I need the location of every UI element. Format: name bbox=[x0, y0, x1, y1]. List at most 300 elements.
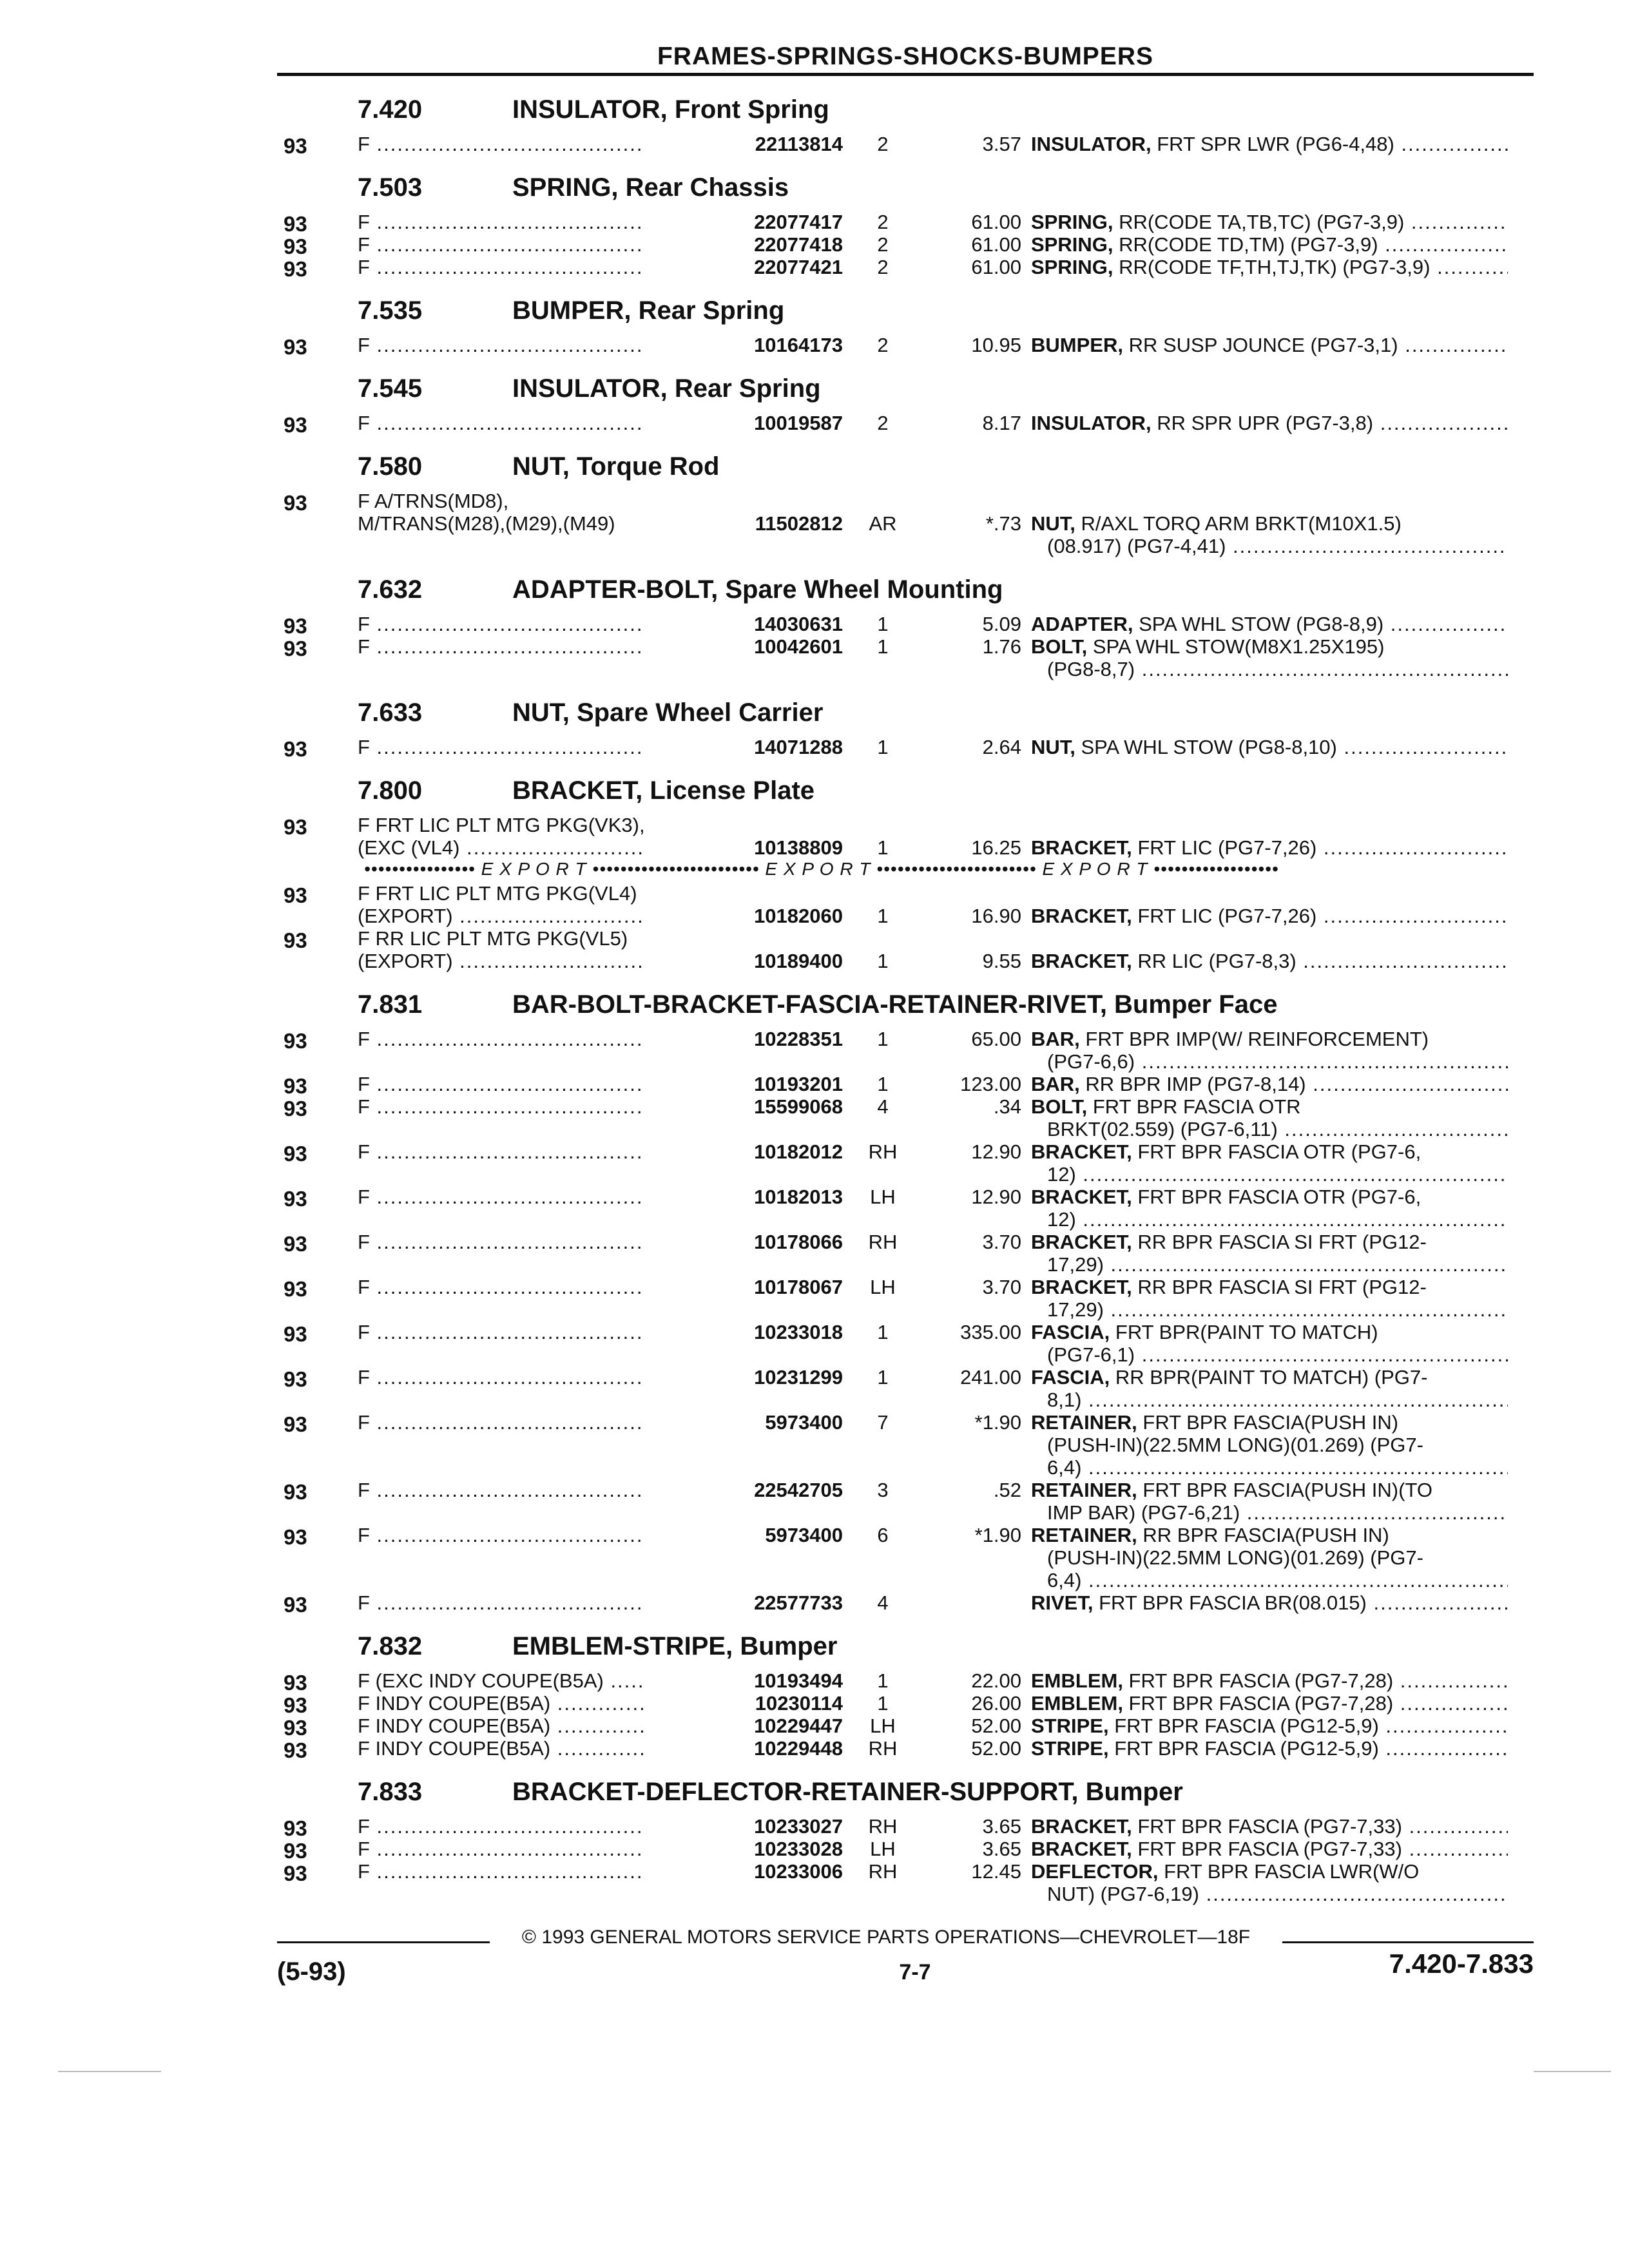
part-price: 22.00 bbox=[971, 1669, 1021, 1692]
model-year: 93 bbox=[284, 1593, 307, 1617]
description-noun: DEFLECTOR, bbox=[1031, 1860, 1159, 1883]
part-row bbox=[0, 1736, 1629, 1762]
part-price: *1.90 bbox=[974, 1411, 1021, 1434]
description-text: RR(CODE TA,TB,TC) (PG7-3,9) bbox=[1113, 211, 1405, 233]
section-gap bbox=[0, 757, 1629, 771]
model-year: 93 bbox=[284, 1367, 307, 1391]
part-description bbox=[1031, 1276, 1508, 1299]
part-quantity: 2 bbox=[877, 256, 889, 278]
model-year: 93 bbox=[284, 335, 307, 359]
part-number: 10193201 bbox=[644, 1073, 843, 1096]
model-year: 93 bbox=[284, 737, 307, 761]
description-text: RR(CODE TD,TM) (PG7-3,9) bbox=[1113, 233, 1378, 256]
part-price: 1.76 bbox=[982, 635, 1021, 658]
part-row bbox=[0, 1713, 1629, 1740]
model-year: 93 bbox=[284, 1412, 307, 1436]
section-number: 7.535 bbox=[358, 296, 423, 325]
part-line bbox=[0, 1342, 1629, 1365]
part-line bbox=[0, 1094, 1629, 1120]
part-line bbox=[0, 1274, 1629, 1301]
part-number: 10189400 bbox=[644, 950, 843, 973]
description-noun: EMBLEM, bbox=[1031, 1692, 1123, 1715]
description-text: FRT BPR FASCIA (PG12-5,9) bbox=[1108, 1737, 1379, 1760]
description-text: FRT BPR FASCIA (PG7-7,33) bbox=[1132, 1838, 1402, 1860]
part-price: 123.00 bbox=[960, 1073, 1021, 1095]
part-description bbox=[1031, 1860, 1508, 1883]
footer-rule-right bbox=[1282, 1941, 1534, 1943]
model-year: 93 bbox=[284, 1074, 307, 1098]
part-quantity: RH bbox=[868, 1737, 898, 1760]
part-line bbox=[0, 1139, 1629, 1166]
model-year: 93 bbox=[284, 815, 307, 839]
part-line bbox=[0, 611, 1629, 638]
description-noun: FASCIA, bbox=[1031, 1366, 1110, 1389]
section-title: NUT, Spare Wheel Carrier bbox=[512, 698, 824, 727]
part-row bbox=[0, 1229, 1629, 1274]
part-description bbox=[1031, 950, 1508, 973]
part-line bbox=[0, 1455, 1629, 1477]
part-number: 22113814 bbox=[644, 133, 843, 156]
model-year: 93 bbox=[284, 1187, 307, 1211]
description-noun: NUT, bbox=[1031, 736, 1075, 758]
section-title: EMBLEM-STRIPE, Bumper bbox=[512, 1632, 838, 1660]
part-description bbox=[1031, 1073, 1508, 1096]
description-text: FRT BPR FASCIA OTR (PG7-6, bbox=[1132, 1186, 1422, 1208]
section-number: 7.545 bbox=[358, 374, 423, 403]
section-heading bbox=[0, 291, 1629, 332]
part-description bbox=[1031, 412, 1508, 435]
part-description bbox=[1031, 1815, 1508, 1838]
part-price: .34 bbox=[993, 1095, 1021, 1118]
section-heading bbox=[0, 985, 1629, 1026]
part-usage: F ..... bbox=[358, 1524, 706, 1547]
model-year: 93 bbox=[284, 1097, 307, 1120]
part-usage: F ..... bbox=[358, 736, 706, 759]
description-continued: (PUSH-IN)(22.5MM LONG)(01.269) (PG7- bbox=[1047, 1434, 1423, 1456]
description-noun: BRACKET, bbox=[1031, 1140, 1132, 1163]
part-usage: F ..... bbox=[358, 1140, 706, 1164]
part-number: 22077421 bbox=[644, 256, 843, 279]
part-quantity: LH bbox=[870, 1715, 896, 1737]
part-price: 3.65 bbox=[982, 1815, 1021, 1838]
part-number: 10233028 bbox=[644, 1838, 843, 1861]
part-row bbox=[0, 488, 1629, 556]
part-line bbox=[0, 1207, 1629, 1229]
part-price: 52.00 bbox=[971, 1715, 1021, 1737]
part-usage: F ..... bbox=[358, 1276, 706, 1299]
part-row bbox=[0, 1836, 1629, 1863]
part-price: *1.90 bbox=[974, 1524, 1021, 1546]
part-line bbox=[0, 1568, 1629, 1590]
part-price: *.73 bbox=[985, 512, 1021, 535]
description-noun: BAR, bbox=[1031, 1073, 1080, 1095]
part-row bbox=[0, 611, 1629, 638]
description-noun: RIVET, bbox=[1031, 1591, 1094, 1614]
part-usage: F ..... bbox=[358, 1321, 706, 1344]
description-noun: RETAINER, bbox=[1031, 1479, 1137, 1501]
model-year: 93 bbox=[284, 614, 307, 638]
description-continued: 6,4) ..... bbox=[1047, 1569, 1508, 1592]
part-row bbox=[0, 255, 1629, 281]
parts-list bbox=[0, 90, 1629, 1918]
model-year: 93 bbox=[284, 1839, 307, 1863]
part-price: 16.90 bbox=[971, 905, 1021, 927]
description-text: RR BPR FASCIA(PUSH IN) bbox=[1137, 1524, 1389, 1546]
description-noun: SPRING, bbox=[1031, 256, 1113, 278]
part-line bbox=[0, 1500, 1629, 1523]
part-description bbox=[1031, 1524, 1508, 1547]
part-line bbox=[0, 735, 1629, 761]
description-text: RR BPR FASCIA SI FRT (PG12- bbox=[1132, 1231, 1427, 1253]
part-line bbox=[0, 634, 1629, 660]
section-title: INSULATOR, Rear Spring bbox=[512, 374, 821, 403]
part-price: 61.00 bbox=[971, 233, 1021, 256]
part-price: .52 bbox=[993, 1479, 1021, 1501]
part-price: 3.65 bbox=[982, 1838, 1021, 1860]
description-text: FRT BPR FASCIA (PG7-7,28) bbox=[1123, 1669, 1394, 1692]
part-row bbox=[0, 1691, 1629, 1717]
part-price: 12.45 bbox=[971, 1860, 1021, 1883]
description-text: FRT BPR FASCIA(PUSH IN)(TO bbox=[1137, 1479, 1432, 1501]
part-line bbox=[0, 1387, 1629, 1410]
part-description bbox=[1031, 233, 1508, 256]
part-usage: F ..... bbox=[358, 1073, 706, 1096]
section-gap bbox=[0, 154, 1629, 168]
part-usage: F ..... bbox=[358, 1366, 706, 1389]
part-usage: F ..... bbox=[358, 334, 706, 357]
part-quantity: RH bbox=[868, 1231, 898, 1253]
section-gap bbox=[0, 1758, 1629, 1773]
part-number: 10231299 bbox=[644, 1366, 843, 1389]
part-description bbox=[1031, 133, 1508, 156]
section-heading bbox=[0, 447, 1629, 488]
description-continued: 17,29) ..... bbox=[1047, 1253, 1508, 1276]
part-line bbox=[0, 835, 1629, 858]
part-price: 26.00 bbox=[971, 1692, 1021, 1715]
section-gap bbox=[0, 1904, 1629, 1918]
part-number: 15599068 bbox=[644, 1095, 843, 1119]
part-usage: F ..... bbox=[358, 1479, 706, 1502]
part-description bbox=[1031, 211, 1508, 234]
description-text: SPA WHL STOW (PG8-8,10) bbox=[1075, 736, 1337, 758]
part-number: 10042601 bbox=[644, 635, 843, 658]
part-row bbox=[0, 735, 1629, 761]
part-line bbox=[0, 1049, 1629, 1072]
part-line bbox=[0, 1320, 1629, 1346]
description-noun: BRACKET, bbox=[1031, 1186, 1132, 1208]
part-number: 22077418 bbox=[644, 233, 843, 256]
part-number: 10233018 bbox=[644, 1321, 843, 1344]
section-gap bbox=[0, 556, 1629, 570]
description-noun: BAR, bbox=[1031, 1028, 1080, 1050]
part-usage: (EXPORT) ..... bbox=[358, 905, 706, 928]
part-usage: (EXC (VL4) ..... bbox=[358, 836, 706, 860]
description-text: FRT BPR FASCIA (PG7-7,33) bbox=[1132, 1815, 1402, 1838]
part-price: 3.57 bbox=[982, 133, 1021, 155]
part-description bbox=[1031, 1095, 1508, 1119]
part-description bbox=[1031, 1186, 1508, 1209]
part-row bbox=[0, 1274, 1629, 1320]
description-noun: BOLT, bbox=[1031, 635, 1088, 658]
model-year: 93 bbox=[284, 413, 307, 437]
description-text: FRT BPR FASCIA OTR (PG7-6, bbox=[1132, 1140, 1422, 1163]
part-row bbox=[0, 1072, 1629, 1098]
part-price: 241.00 bbox=[960, 1366, 1021, 1389]
model-year: 93 bbox=[284, 1232, 307, 1256]
part-row bbox=[0, 410, 1629, 437]
part-line bbox=[0, 232, 1629, 258]
description-continued: 12) ..... bbox=[1047, 1208, 1508, 1231]
part-line bbox=[0, 903, 1629, 926]
description-noun: BRACKET, bbox=[1031, 836, 1132, 859]
part-row bbox=[0, 1859, 1629, 1904]
description-noun: FASCIA, bbox=[1031, 1321, 1110, 1343]
part-line bbox=[0, 1365, 1629, 1391]
part-quantity: AR bbox=[869, 512, 897, 535]
description-noun: BRACKET, bbox=[1031, 905, 1132, 927]
part-line bbox=[0, 131, 1629, 158]
description-continued: (PG7-6,6) ..... bbox=[1047, 1050, 1508, 1073]
model-year: 93 bbox=[284, 1716, 307, 1740]
description-noun: BRACKET, bbox=[1031, 1276, 1132, 1298]
part-number: 10230114 bbox=[644, 1692, 843, 1715]
part-line bbox=[0, 1523, 1629, 1549]
part-description bbox=[1031, 613, 1508, 636]
part-number: 10164173 bbox=[644, 334, 843, 357]
description-text: FRT BPR FASCIA(PUSH IN) bbox=[1137, 1411, 1399, 1434]
part-quantity: 7 bbox=[877, 1411, 889, 1434]
part-description bbox=[1031, 334, 1508, 357]
part-usage: F INDY COUPE(B5A) ..... bbox=[358, 1715, 706, 1738]
part-usage: F ..... bbox=[358, 1231, 706, 1254]
part-quantity: 1 bbox=[877, 736, 889, 758]
description-text: FRT BPR FASCIA (PG12-5,9) bbox=[1108, 1715, 1379, 1737]
part-line bbox=[0, 332, 1629, 359]
description-noun: BRACKET, bbox=[1031, 1231, 1132, 1253]
part-line bbox=[0, 511, 1629, 533]
part-description bbox=[1031, 1140, 1508, 1164]
description-noun: BOLT, bbox=[1031, 1095, 1088, 1118]
part-row bbox=[0, 1320, 1629, 1365]
description-text: FRT BPR FASCIA OTR bbox=[1087, 1095, 1301, 1118]
part-number: 5973400 bbox=[644, 1411, 843, 1434]
part-usage: F ..... bbox=[358, 1815, 706, 1838]
description-noun: RETAINER, bbox=[1031, 1411, 1137, 1434]
description-text: FRT SPR LWR (PG6-4,48) bbox=[1151, 133, 1394, 155]
part-quantity: 4 bbox=[877, 1591, 889, 1614]
model-year: 93 bbox=[284, 637, 307, 660]
part-line bbox=[0, 1184, 1629, 1211]
part-description bbox=[1031, 836, 1508, 860]
part-usage: F ..... bbox=[358, 1838, 706, 1861]
part-usage: F ..... bbox=[358, 233, 706, 256]
part-row bbox=[0, 1184, 1629, 1229]
section-heading bbox=[0, 1773, 1629, 1814]
section-gap bbox=[0, 355, 1629, 369]
part-quantity: 1 bbox=[877, 635, 889, 658]
part-quantity: 1 bbox=[877, 613, 889, 635]
footer-date: (5-93) bbox=[277, 1957, 346, 1986]
part-row bbox=[0, 209, 1629, 236]
part-line bbox=[0, 812, 1629, 839]
part-usage: F FRT LIC PLT MTG PKG(VK3), bbox=[358, 814, 645, 836]
section-heading bbox=[0, 771, 1629, 812]
section-title: SPRING, Rear Chassis bbox=[512, 173, 789, 202]
description-noun: SPRING, bbox=[1031, 211, 1113, 233]
section-title: ADAPTER-BOLT, Spare Wheel Mounting bbox=[512, 575, 1003, 604]
section-heading bbox=[0, 90, 1629, 131]
model-year: 93 bbox=[284, 1693, 307, 1717]
part-usage: F ..... bbox=[358, 412, 706, 435]
part-line bbox=[0, 948, 1629, 971]
part-usage: F ..... bbox=[358, 613, 706, 636]
part-number: 10182060 bbox=[644, 905, 843, 928]
section-number: 7.503 bbox=[358, 173, 423, 202]
description-noun: INSULATOR, bbox=[1031, 133, 1152, 155]
part-row bbox=[0, 1026, 1629, 1072]
part-usage: F ..... bbox=[358, 256, 706, 279]
section-title: BRACKET-DEFLECTOR-RETAINER-SUPPORT, Bumper bbox=[512, 1778, 1183, 1806]
part-number: 14030631 bbox=[644, 613, 843, 636]
description-text: FRT BPR FASCIA BR(08.015) bbox=[1093, 1591, 1367, 1614]
header-rule bbox=[277, 73, 1534, 76]
part-row bbox=[0, 1814, 1629, 1840]
part-usage: F INDY COUPE(B5A) ..... bbox=[358, 1737, 706, 1760]
scan-artifact bbox=[1534, 2071, 1611, 2072]
description-noun: INSULATOR, bbox=[1031, 412, 1152, 434]
section-gap bbox=[0, 433, 1629, 447]
part-line bbox=[0, 255, 1629, 281]
part-usage: F FRT LIC PLT MTG PKG(VL4) bbox=[358, 882, 637, 905]
description-noun: NUT, bbox=[1031, 512, 1075, 535]
part-line bbox=[0, 881, 1629, 907]
model-year: 93 bbox=[284, 928, 307, 952]
part-row bbox=[0, 232, 1629, 258]
part-line bbox=[0, 1026, 1629, 1053]
part-usage: F ..... bbox=[358, 1095, 706, 1119]
part-quantity: 6 bbox=[877, 1524, 889, 1546]
part-usage: F ..... bbox=[358, 1186, 706, 1209]
description-noun: STRIPE, bbox=[1031, 1737, 1109, 1760]
part-number: 11502812 bbox=[644, 512, 843, 535]
part-number: 14071288 bbox=[644, 736, 843, 759]
part-line bbox=[0, 1590, 1629, 1617]
part-quantity: 1 bbox=[877, 905, 889, 927]
part-line bbox=[0, 533, 1629, 556]
part-price: 5.09 bbox=[982, 613, 1021, 635]
description-text: RR LIC (PG7-8,3) bbox=[1132, 950, 1296, 972]
part-description bbox=[1031, 1366, 1508, 1389]
description-noun: EMBLEM, bbox=[1031, 1669, 1123, 1692]
description-continued: (PG7-6,1) ..... bbox=[1047, 1343, 1508, 1367]
model-year: 93 bbox=[284, 1861, 307, 1885]
part-number: 10138809 bbox=[644, 836, 843, 860]
part-quantity: 1 bbox=[877, 1366, 889, 1389]
model-year: 93 bbox=[284, 1738, 307, 1762]
section-gap bbox=[0, 971, 1629, 985]
model-year: 93 bbox=[284, 1816, 307, 1840]
part-price: 61.00 bbox=[971, 256, 1021, 278]
part-line bbox=[0, 1713, 1629, 1740]
section-heading bbox=[0, 168, 1629, 209]
part-quantity: 1 bbox=[877, 1321, 889, 1343]
section-heading bbox=[0, 570, 1629, 611]
part-number: 10228351 bbox=[644, 1028, 843, 1051]
section-title: BRACKET, License Plate bbox=[512, 776, 815, 805]
part-row bbox=[0, 1139, 1629, 1184]
part-usage: F INDY COUPE(B5A) ..... bbox=[358, 1692, 706, 1715]
part-description bbox=[1031, 1838, 1508, 1861]
part-price: 3.70 bbox=[982, 1231, 1021, 1253]
description-continued: IMP BAR) (PG7-6,21) ..... bbox=[1047, 1501, 1508, 1524]
part-quantity: 1 bbox=[877, 1669, 889, 1692]
part-line bbox=[0, 1859, 1629, 1885]
part-quantity: LH bbox=[870, 1186, 896, 1208]
part-line bbox=[0, 1229, 1629, 1256]
model-year: 93 bbox=[284, 1277, 307, 1301]
part-usage: F ..... bbox=[358, 1591, 706, 1615]
part-description bbox=[1031, 1669, 1508, 1693]
part-description bbox=[1031, 512, 1508, 535]
description-text: FRT BPR IMP(W/ REINFORCEMENT) bbox=[1079, 1028, 1429, 1050]
description-continued: 6,4) ..... bbox=[1047, 1456, 1508, 1479]
part-usage: (EXPORT) ..... bbox=[358, 950, 706, 973]
part-number: 10233027 bbox=[644, 1815, 843, 1838]
part-quantity: 3 bbox=[877, 1479, 889, 1501]
part-description bbox=[1031, 1591, 1508, 1615]
part-price: 12.90 bbox=[971, 1186, 1021, 1208]
model-year: 93 bbox=[284, 883, 307, 907]
part-description bbox=[1031, 1715, 1508, 1738]
description-text: R/AXL TORQ ARM BRKT(M10X1.5) bbox=[1075, 512, 1402, 535]
part-line bbox=[0, 1736, 1629, 1762]
part-number: 10233006 bbox=[644, 1860, 843, 1883]
part-quantity: 1 bbox=[877, 836, 889, 859]
description-continued: 8,1) ..... bbox=[1047, 1389, 1508, 1412]
export-divider bbox=[0, 858, 1629, 881]
part-row bbox=[0, 1477, 1629, 1523]
description-text: FRT LIC (PG7-7,26) bbox=[1132, 836, 1317, 859]
part-line bbox=[0, 1881, 1629, 1904]
part-row bbox=[0, 1590, 1629, 1617]
part-line bbox=[0, 1297, 1629, 1320]
part-price: 65.00 bbox=[971, 1028, 1021, 1050]
description-noun: BUMPER, bbox=[1031, 334, 1123, 356]
part-description bbox=[1031, 1411, 1508, 1434]
part-line bbox=[0, 209, 1629, 236]
part-quantity: LH bbox=[870, 1276, 896, 1298]
part-line bbox=[0, 1836, 1629, 1863]
part-line bbox=[0, 1072, 1629, 1098]
part-line bbox=[0, 926, 1629, 952]
description-text: RR BPR IMP (PG7-8,14) bbox=[1079, 1073, 1306, 1095]
description-text: SPA WHL STOW(M8X1.25X195) bbox=[1087, 635, 1385, 658]
description-noun: BRACKET, bbox=[1031, 1815, 1132, 1838]
description-text: FRT BPR(PAINT TO MATCH) bbox=[1110, 1321, 1378, 1343]
description-text: FRT BPR FASCIA LWR(W/O bbox=[1158, 1860, 1420, 1883]
part-usage: F ..... bbox=[358, 133, 706, 156]
part-quantity: 1 bbox=[877, 1073, 889, 1095]
export-marker: •••••••••••••••• E X P O R T •••••••••••••••••••••••• E X P O R T ••••••••••••••••••••••• E X P O R T •••••••••••••••••• bbox=[364, 859, 1279, 879]
description-continued: (PUSH-IN)(22.5MM LONG)(01.269) (PG7- bbox=[1047, 1546, 1423, 1569]
part-usage: F (EXC INDY COUPE(B5A) ..... bbox=[358, 1669, 706, 1693]
part-row bbox=[0, 1668, 1629, 1695]
section-number: 7.832 bbox=[358, 1632, 423, 1660]
section-gap bbox=[0, 277, 1629, 291]
part-quantity: 1 bbox=[877, 950, 889, 972]
page-number: 7-7 bbox=[899, 1960, 931, 1984]
part-number: 10178066 bbox=[644, 1231, 843, 1254]
